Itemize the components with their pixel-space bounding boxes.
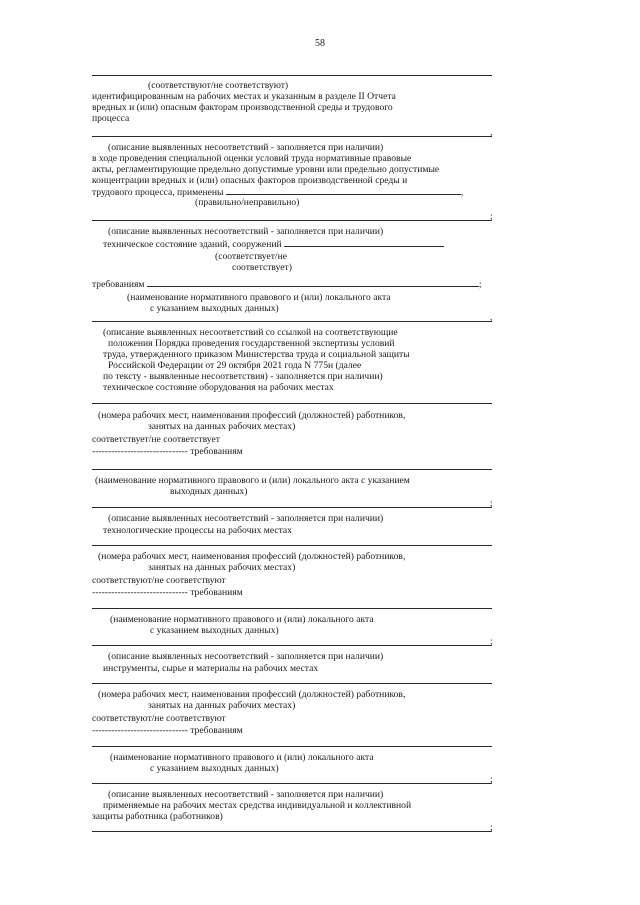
fill-line <box>92 608 492 609</box>
text-line: применяемые на рабочих местах средства индивидуальной и коллективной <box>103 800 412 811</box>
fill-line <box>284 238 444 247</box>
fill-line <box>92 403 492 404</box>
field-caption: (описание выявленных несоответствий - заполняется при наличии) <box>108 789 384 800</box>
field-caption: занятых на данных рабочих местах) <box>148 562 296 573</box>
text-segment: требованиям <box>92 279 145 290</box>
field-caption: положения Порядка проведения государственной экспертизы условий <box>108 338 395 349</box>
text-line: идентифицированным на рабочих местах и указанным в разделе II Отчета <box>92 91 396 102</box>
punctuation: ; <box>490 636 493 647</box>
fill-line <box>147 278 479 287</box>
field-caption: (наименование нормативного правового и (или) локального акта <box>127 292 391 303</box>
field-caption: занятых на данных рабочих местах) <box>148 421 296 432</box>
field-caption: (наименование нормативного правового и (или) локального акта <box>110 752 374 763</box>
punctuation: , <box>460 187 464 198</box>
text-line: защиты работника (работников) <box>92 811 223 822</box>
field-caption: (номера рабочих мест, наименования профессий (должностей) работников, <box>98 410 406 421</box>
punctuation: ; <box>490 822 493 833</box>
field-caption: (описание выявленных несоответствий - заполняется при наличии) <box>108 142 384 153</box>
punctuation: ; <box>490 774 493 785</box>
field-caption: с указанием выходных данных) <box>150 303 279 314</box>
fill-line <box>92 645 492 646</box>
text-line: концентрации вредных и (или) опасных факторов производственной среды и <box>92 175 408 186</box>
punctuation: ; <box>490 498 493 509</box>
field-caption: (описание выявленных несоответствий - заполняется при наличии) <box>108 226 384 237</box>
text-line: процесса <box>92 113 130 124</box>
punctuation: ; <box>490 211 493 222</box>
text-segment: техническое состояние зданий, сооружений <box>103 239 282 250</box>
fill-line <box>92 545 492 546</box>
fill-line <box>92 507 492 508</box>
field-caption: (номера рабочих мест, наименования профессий (должностей) работников, <box>98 551 406 562</box>
field-caption: соответствует) <box>232 262 292 273</box>
text-line: техническое состояние оборудования на рабочих местах <box>103 382 334 393</box>
text-line: ------------------------------ требованиям <box>92 587 243 598</box>
field-caption: (правильно/неправильно) <box>195 197 300 208</box>
field-caption: (наименование нормативного правового и (или) локального акта с указанием <box>95 475 410 486</box>
field-caption: выходных данных) <box>170 486 248 497</box>
fill-line <box>226 186 461 195</box>
fill-line <box>92 683 492 684</box>
fill-line <box>92 220 492 221</box>
punctuation: , <box>490 127 493 138</box>
text-line: вредных и (или) опасным факторам производственной среды и трудового <box>92 102 393 113</box>
text-line: соответствуют/не соответствуют <box>92 713 226 724</box>
field-caption: (описание выявленных несоответствий - заполняется при наличии) <box>108 651 384 662</box>
page-number: 58 <box>315 38 325 49</box>
field-caption: труда, утвержденного приказом Министерства труда и социальной защиты <box>103 349 410 360</box>
field-caption: (номера рабочих мест, наименования профессий (должностей) работников, <box>98 689 406 700</box>
text-segment: трудового процесса, применены <box>92 187 224 198</box>
field-caption: (описание выявленных несоответствий - заполняется при наличии) <box>108 513 384 524</box>
fill-line <box>92 469 492 470</box>
field-caption: с указанием выходных данных) <box>150 763 279 774</box>
field-caption: по тексту - выявленные несоответствия) - заполняется при наличии) <box>103 371 383 382</box>
punctuation: , <box>490 312 493 323</box>
fill-line <box>92 746 492 747</box>
fill-line <box>92 831 492 832</box>
field-caption: занятых на данных рабочих местах) <box>148 700 296 711</box>
field-caption: (описание выявленных несоответствий со ссылкой на соответствующие <box>103 327 398 338</box>
text-line: соответствует/не соответствует <box>92 434 220 445</box>
field-caption: (наименование нормативного правового и (или) локального акта <box>110 614 374 625</box>
text-line: соответствуют/не соответствуют <box>92 575 226 586</box>
text-line: инструменты, сырье и материалы на рабочих местах <box>103 663 319 674</box>
field-caption: (соответствует/не <box>215 251 287 262</box>
fill-line <box>92 75 492 76</box>
text-line <box>92 278 492 290</box>
text-line: технологические процессы на рабочих местах <box>103 525 292 536</box>
fill-line <box>92 783 492 784</box>
text-line <box>103 238 503 250</box>
fill-line <box>92 136 492 137</box>
text-line: ------------------------------ требованиям <box>92 446 243 457</box>
field-caption: Российской Федерации от 29 октября 2021 года N 775н (далее <box>108 360 362 371</box>
text-line: ------------------------------ требованиям <box>92 725 243 736</box>
text-line: в ходе проведения специальной оценки условий труда нормативные правовые <box>92 153 412 164</box>
field-caption: с указанием выходных данных) <box>150 625 279 636</box>
fill-line <box>92 321 492 322</box>
field-caption: (соответствуют/не соответствуют) <box>148 80 289 91</box>
text-line: акты, регламентирующие предельно допустимые уровни или предельно допустимые <box>92 164 440 175</box>
punctuation: ; <box>478 279 482 290</box>
